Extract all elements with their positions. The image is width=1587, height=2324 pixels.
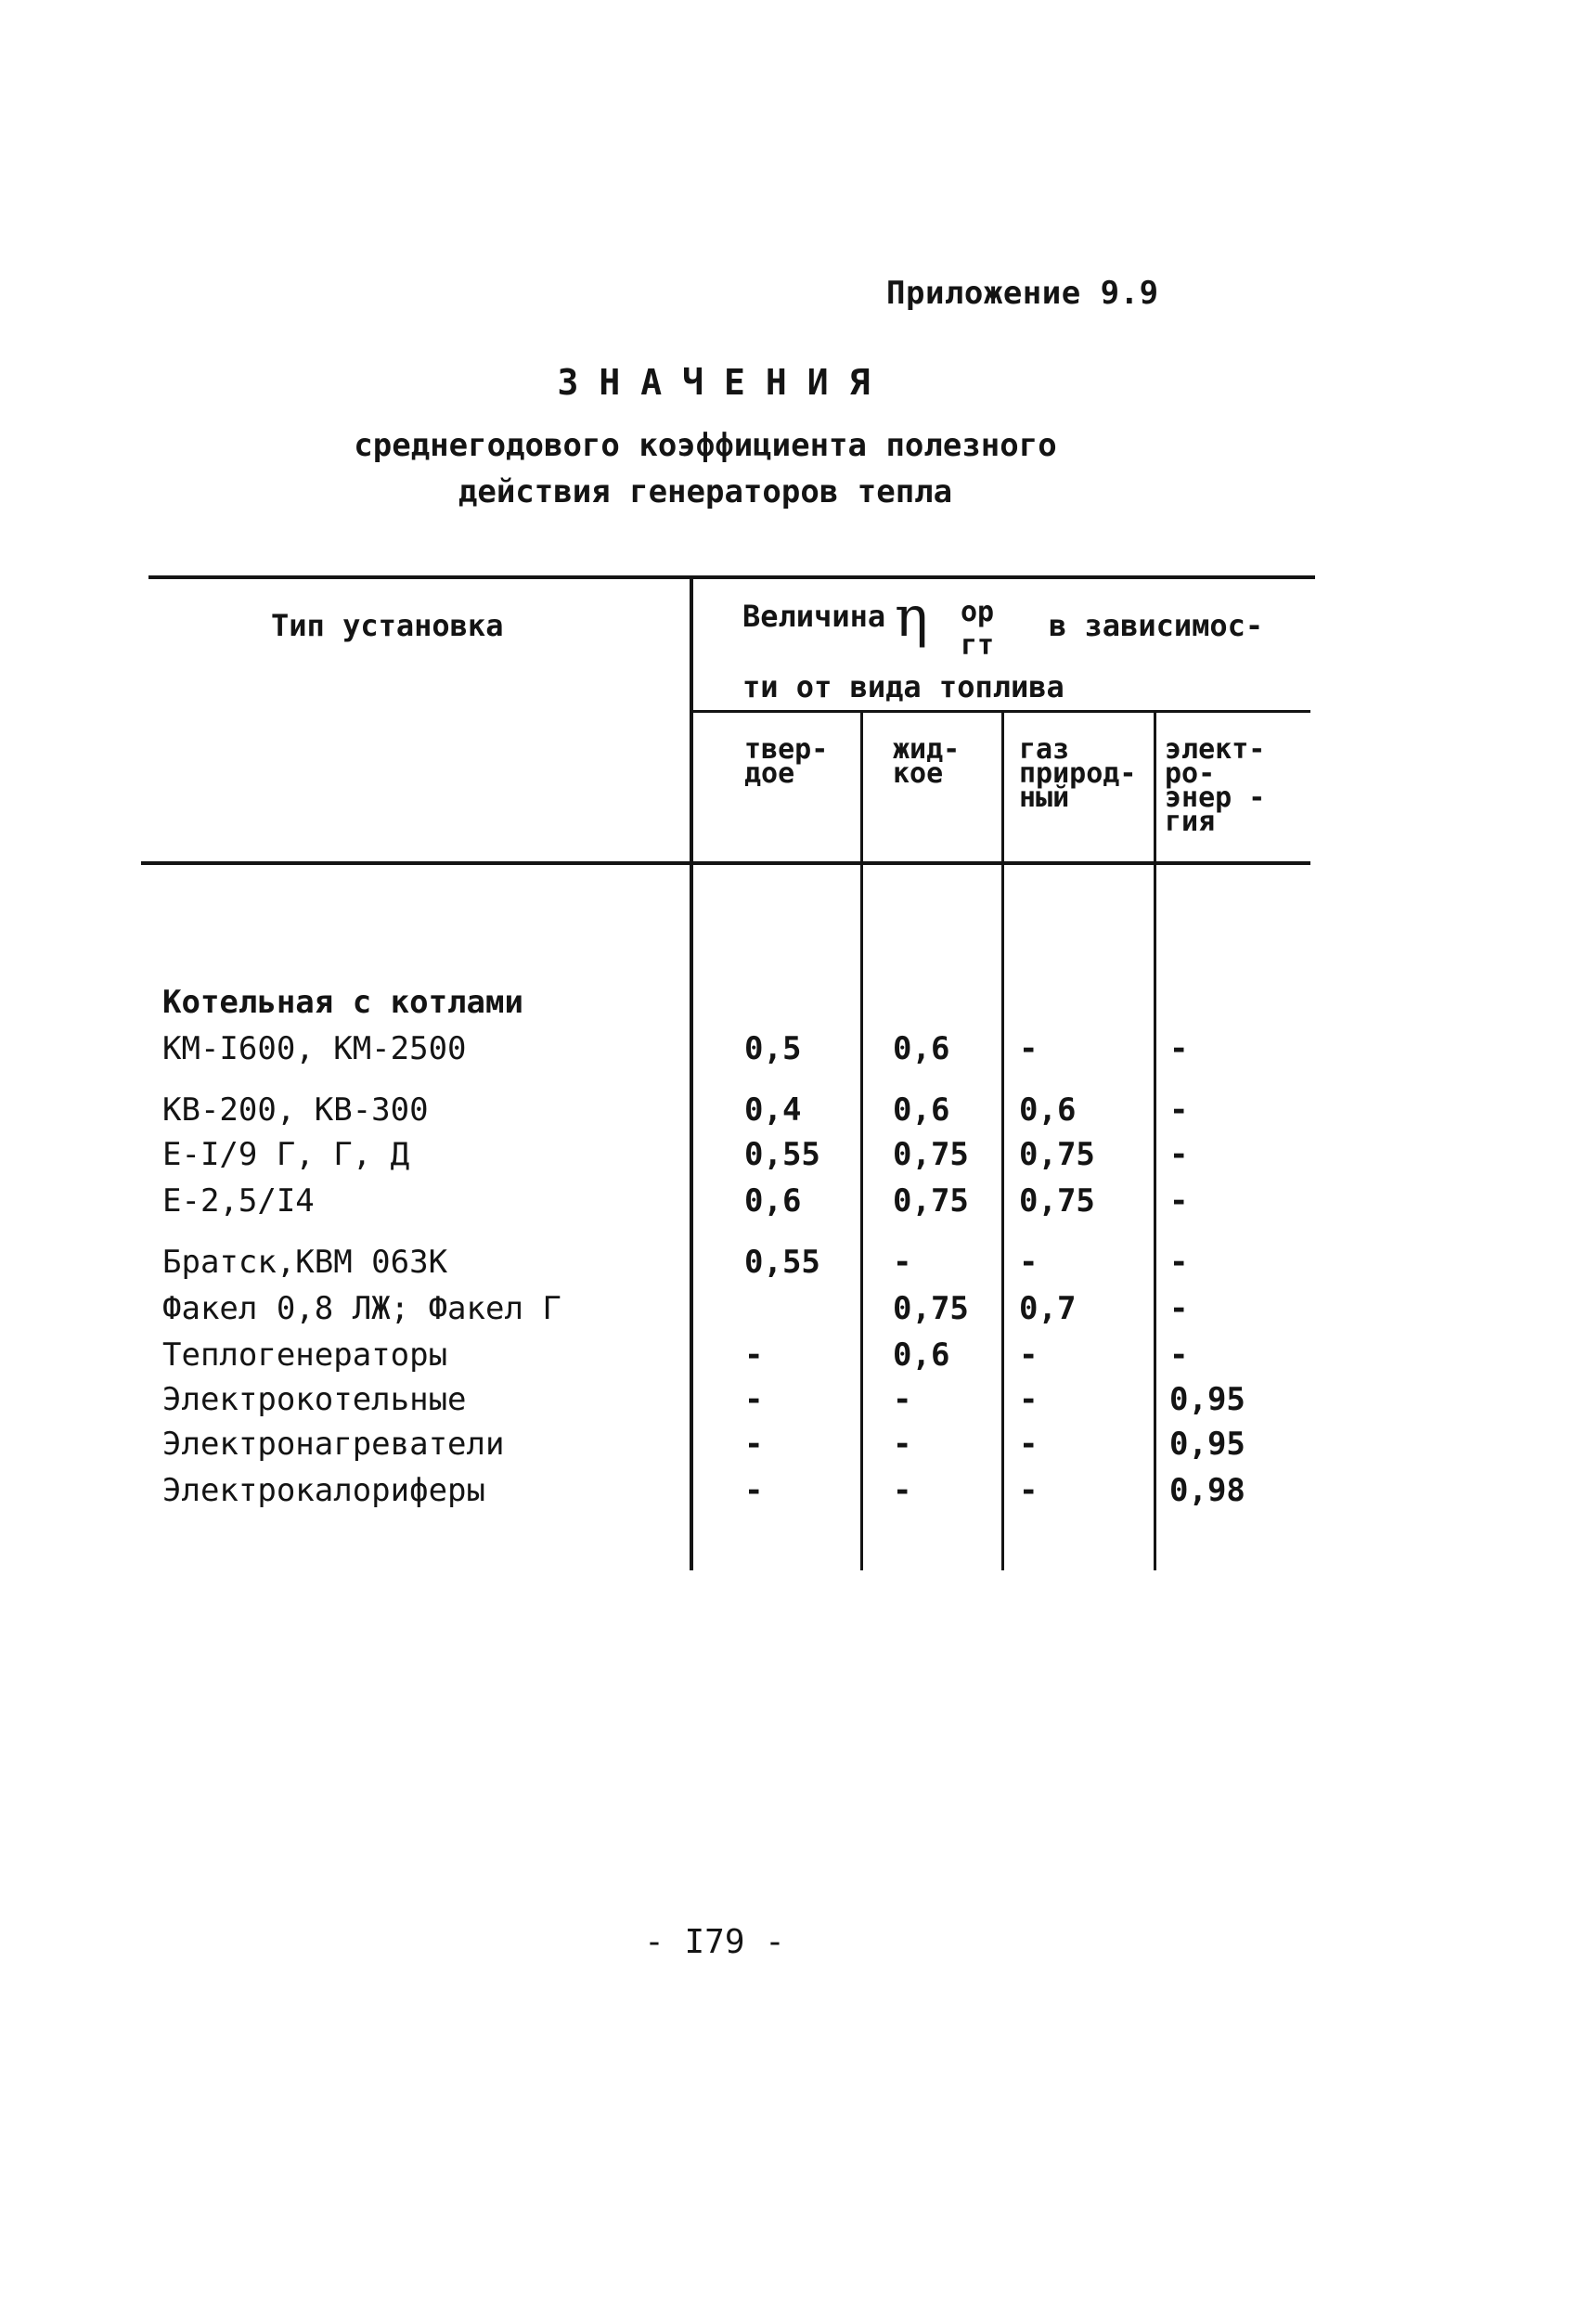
table-cell: 0,6 bbox=[1019, 1091, 1077, 1129]
row-label: КМ-I600, КМ-2500 bbox=[162, 1030, 467, 1067]
table-cell: 0,75 bbox=[893, 1290, 969, 1327]
column-header-magnitude bbox=[742, 585, 1299, 704]
eta-subscript: гт bbox=[961, 629, 995, 662]
table-cell: - bbox=[744, 1336, 764, 1374]
page-number: - I79 - bbox=[644, 1923, 785, 1961]
table-cell: 0,55 bbox=[744, 1136, 820, 1173]
table-cell: - bbox=[893, 1472, 912, 1509]
table-cell: 0,98 bbox=[1169, 1472, 1245, 1509]
table-cell: 0,75 bbox=[1019, 1182, 1095, 1220]
table-cell: 0,6 bbox=[744, 1182, 802, 1220]
table-cell: - bbox=[1169, 1244, 1189, 1281]
fuel-header-liquid: жид- кое bbox=[893, 733, 961, 790]
fuel-header-electricity: элект- ро- энер - гия bbox=[1165, 733, 1266, 838]
document-title: ЗНАЧЕНИЯ bbox=[557, 362, 891, 403]
table-cell: - bbox=[893, 1426, 912, 1463]
magnitude-prefix: Величина bbox=[742, 599, 886, 634]
table-cell: - bbox=[1169, 1136, 1189, 1173]
fuel-divider-3 bbox=[1154, 713, 1156, 1570]
table-cell: 0,4 bbox=[744, 1091, 802, 1129]
row-label: Е-2,5/I4 bbox=[162, 1182, 315, 1220]
table-cell: - bbox=[1019, 1336, 1039, 1374]
row-label: Электрокотельные bbox=[162, 1381, 467, 1418]
table-cell: 0,75 bbox=[893, 1136, 969, 1173]
magnitude-line-2: ти от вида топлива bbox=[742, 669, 1064, 704]
row-label: Электрокалориферы bbox=[162, 1472, 485, 1509]
table-cell: 0,7 bbox=[1019, 1290, 1077, 1327]
header-bottom-rule bbox=[141, 861, 1310, 865]
row-label: Факел 0,8 ЛЖ; Факел Г bbox=[162, 1290, 561, 1327]
table-cell: - bbox=[744, 1472, 764, 1509]
table-cell: 0,55 bbox=[744, 1244, 820, 1281]
table-cell: - bbox=[744, 1381, 764, 1418]
table-cell: - bbox=[1169, 1336, 1189, 1374]
table-cell: - bbox=[1169, 1290, 1189, 1327]
fuel-divider-2 bbox=[1001, 713, 1004, 1570]
table-cell: 0,75 bbox=[893, 1182, 969, 1220]
table-cell: - bbox=[893, 1381, 912, 1418]
table-cell: 0,75 bbox=[1019, 1136, 1095, 1173]
eta-superscript: ор bbox=[961, 596, 995, 628]
row-label: Е-I/9 Г, Г, Д bbox=[162, 1136, 410, 1173]
eta-symbol: η bbox=[895, 585, 929, 650]
appendix-label: Приложение 9.9 bbox=[886, 275, 1159, 312]
table-cell: 0,95 bbox=[1169, 1426, 1245, 1463]
table-cell: 0,6 bbox=[893, 1091, 950, 1129]
subtitle-line-1: среднегодового коэффициента полезного bbox=[354, 427, 1057, 464]
table-cell: 0,95 bbox=[1169, 1381, 1245, 1418]
row-label: Братск,КВМ 063К bbox=[162, 1244, 448, 1281]
row-label: Теплогенераторы bbox=[162, 1336, 448, 1374]
group-heading: Котельная с котлами bbox=[162, 984, 523, 1021]
table-cell: - bbox=[1019, 1426, 1039, 1463]
table-cell: - bbox=[1019, 1030, 1039, 1067]
table-cell: - bbox=[893, 1244, 912, 1281]
column-header-type: Тип установка bbox=[271, 608, 504, 643]
table-cell: - bbox=[1019, 1381, 1039, 1418]
table-top-rule bbox=[148, 575, 1315, 579]
fuel-divider-1 bbox=[860, 713, 863, 1570]
table-cell: 0,6 bbox=[893, 1336, 950, 1374]
row-label: Электронагреватели bbox=[162, 1426, 505, 1463]
fuel-header-solid: твер- дое bbox=[744, 733, 829, 790]
type-column-divider bbox=[690, 579, 693, 1570]
table-cell: - bbox=[1169, 1182, 1189, 1220]
magnitude-suffix: в зависимос- bbox=[1049, 608, 1264, 643]
subtitle-line-2: действия генераторов тепла bbox=[458, 473, 953, 510]
table-cell: 0,5 bbox=[744, 1030, 802, 1067]
fuel-header-gas: газ природ- ный bbox=[1019, 733, 1137, 814]
table-cell: - bbox=[1169, 1091, 1189, 1129]
table-cell: - bbox=[1019, 1244, 1039, 1281]
table-cell: - bbox=[1019, 1472, 1039, 1509]
table-cell: - bbox=[744, 1426, 764, 1463]
table-cell: 0,6 bbox=[893, 1030, 950, 1067]
table-cell: - bbox=[1169, 1030, 1189, 1067]
row-label: КВ-200, КВ-300 bbox=[162, 1091, 429, 1129]
